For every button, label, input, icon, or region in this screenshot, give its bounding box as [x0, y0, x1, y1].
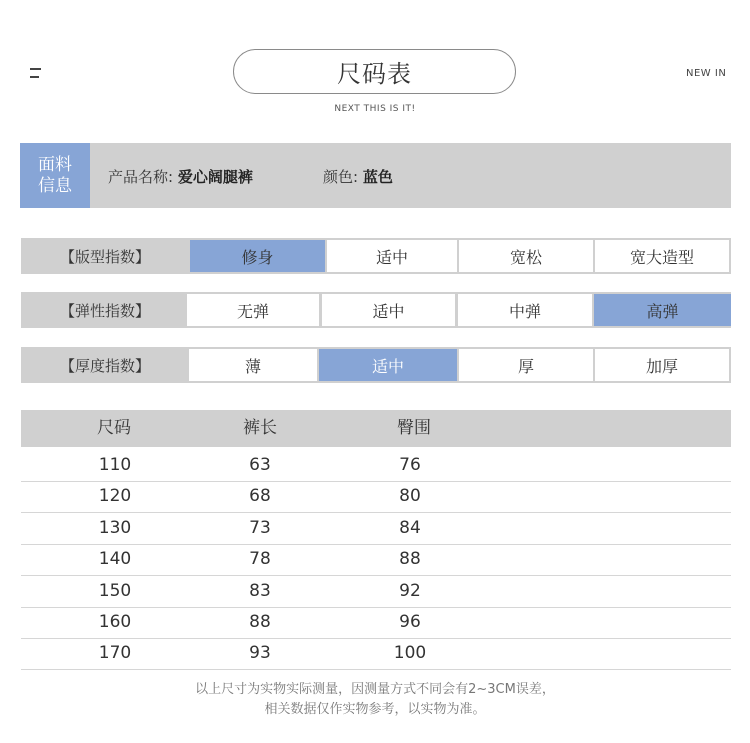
thickness-option-3: 厚 [459, 349, 593, 381]
cell-length: 68 [249, 486, 271, 507]
elasticity-option-2: 适中 [322, 294, 455, 326]
fit-option-4: 宽大造型 [595, 240, 729, 272]
cell-hip: 100 [393, 643, 427, 664]
elasticity-option-1: 无弹 [187, 294, 319, 326]
cell-length: 93 [249, 643, 271, 664]
fabric-tag-line1: 面料 [38, 154, 72, 175]
cell-length: 88 [249, 612, 271, 632]
cell-size: 150 [98, 580, 132, 601]
fit-option-3: 宽松 [459, 240, 593, 272]
row-divider [21, 669, 731, 670]
cell-hip: 84 [399, 517, 421, 538]
cell-hip: 92 [399, 580, 421, 601]
elasticity-option-3: 中弹 [458, 294, 592, 326]
thickness-index-row [21, 347, 731, 383]
product-color [323, 166, 393, 187]
cell-hip: 88 [399, 549, 421, 570]
elasticity-index-row [21, 292, 731, 328]
thickness-option-1: 薄 [189, 349, 317, 381]
cell-length: 63 [249, 455, 271, 475]
thickness-option-2: 适中 [319, 349, 457, 381]
cell-size: 130 [98, 517, 132, 538]
elasticity-option-4: 高弹 [594, 294, 731, 326]
new-in-label: NEW IN [686, 68, 727, 79]
cell-size: 110 [98, 455, 132, 475]
cell-hip: 80 [399, 486, 421, 507]
cell-length: 73 [249, 517, 271, 538]
cell-length: 78 [249, 549, 271, 570]
fit-option-1: 修身 [190, 240, 325, 272]
col-header-size: 尺码 [97, 418, 131, 438]
product-label: 产品名称: [108, 168, 174, 186]
thickness-option-4: 加厚 [595, 349, 729, 381]
cell-size: 170 [98, 643, 132, 664]
cell-size: 160 [98, 612, 132, 632]
page-title-text: 尺码表 [337, 60, 412, 88]
fit-index-label: 【版型指数】 [59, 247, 150, 266]
product-name [108, 166, 253, 187]
fit-option-2: 适中 [327, 240, 457, 272]
menu-icon[interactable] [30, 68, 41, 78]
col-header-length: 裤长 [243, 418, 277, 438]
note-line-2: 相关数据仅作实物参考，以实物为准。 [264, 702, 486, 717]
page-subtitle: NEXT THIS IS IT! [334, 104, 416, 114]
product-value: 爱心阔腿裤 [177, 168, 253, 186]
cell-length: 83 [249, 580, 271, 601]
fabric-tag-line2: 信息 [38, 175, 72, 196]
cell-size: 140 [98, 549, 132, 570]
note-line-1: 以上尺寸为实物实际测量，因测量方式不同会有2~3CM误差， [195, 682, 555, 697]
color-label: 颜色: [323, 168, 359, 186]
fabric-info-tag [20, 143, 90, 208]
page-title [233, 49, 516, 94]
thickness-index-label: 【厚度指数】 [59, 356, 150, 375]
color-value: 蓝色 [362, 168, 393, 186]
col-header-hip: 臀围 [397, 418, 431, 438]
cell-size: 120 [98, 486, 132, 507]
cell-hip: 76 [399, 455, 421, 475]
elasticity-index-label: 【弹性指数】 [59, 301, 150, 320]
cell-hip: 96 [399, 612, 421, 632]
fit-index-row [21, 238, 731, 274]
